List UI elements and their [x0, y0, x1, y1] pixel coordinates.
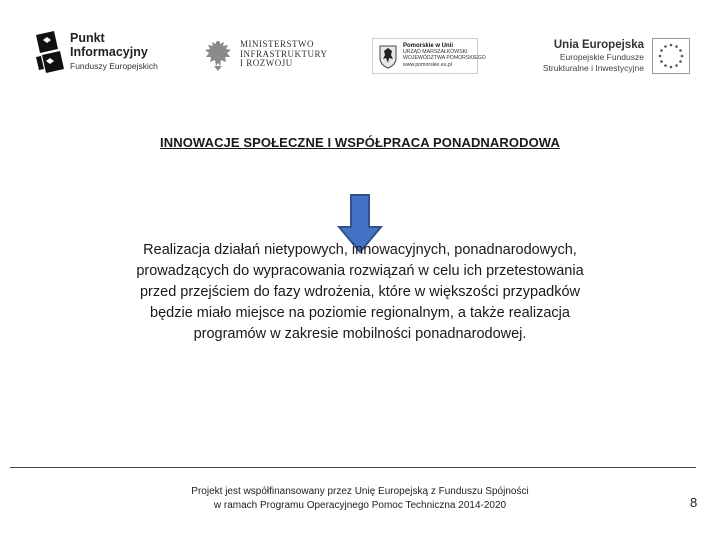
- body-line: przed przejściem do fazy wdrożenia, które w większości przypadków: [139, 284, 580, 300]
- footer-line2: w ramach Programu Operacyjnego Pomoc Techniczna 2014-2020: [213, 500, 507, 511]
- body-line: Realizacja działań nietypowych, innowacyjnych, ponadnarodowych,: [143, 242, 577, 258]
- punkt-informacyjny-logo: [34, 29, 164, 79]
- pomorskie-griffin-icon: [377, 43, 399, 69]
- pomorskie-logo-title: Pomorskie w Unii: [403, 43, 454, 49]
- body-line: prowadzących do wypracowania rozwiązań w celu ich przetestowania: [136, 263, 584, 279]
- punkt-logo-line2: Informacyjny: [70, 45, 148, 59]
- pomorskie-logo-line1: URZĄD MARSZAŁKOWSKI: [403, 49, 468, 56]
- eu-flag-icon: [652, 38, 690, 74]
- footer-note: [120, 485, 600, 513]
- eu-logo-title: Unia Europejska: [553, 39, 644, 51]
- eu-logo-line1: Europejskie Fundusze: [559, 52, 644, 62]
- pomorskie-logo-url: www.pomorskie.eu.pl: [403, 61, 453, 68]
- eu-logo-line2: Strukturalne i Inwestycyjne: [542, 63, 644, 73]
- footer-divider: [10, 467, 696, 468]
- ministry-logo-line1: MINISTERSTWO: [240, 39, 314, 49]
- ministry-logo: [202, 38, 332, 78]
- punkt-logo-line3: Funduszy Europejskich: [70, 61, 158, 71]
- ministry-logo-line3: I ROZWOJU: [240, 58, 293, 68]
- body-line: programów w zakresie mobilności ponadnarodowej.: [193, 326, 527, 342]
- ministry-logo-line2: INFRASTRUKTURY: [240, 48, 328, 59]
- footer-line1: Projekt jest współfinansowany przez Unię Europejską z Funduszu Spójności: [191, 486, 529, 497]
- polish-eagle-icon: [202, 38, 234, 74]
- slide-body: [90, 240, 630, 345]
- pomorskie-logo-line2: WOJEWÓDZTWA POMORSKIEGO: [403, 55, 486, 62]
- punkt-informacyjny-emblem-icon: [34, 29, 66, 77]
- logo-bar: [0, 0, 720, 100]
- eu-funds-logo: [520, 38, 690, 78]
- slide-title: INNOWACJE SPOŁECZNE I WSPÓŁPRACA PONADNARODOWA: [160, 135, 560, 150]
- punkt-logo-line1: Punkt: [70, 31, 105, 45]
- page-number: 8: [690, 495, 698, 510]
- pomorskie-logo: [372, 38, 486, 74]
- body-line: będzie miało miejsce na poziomie regionalnym, a także realizacja: [150, 305, 570, 321]
